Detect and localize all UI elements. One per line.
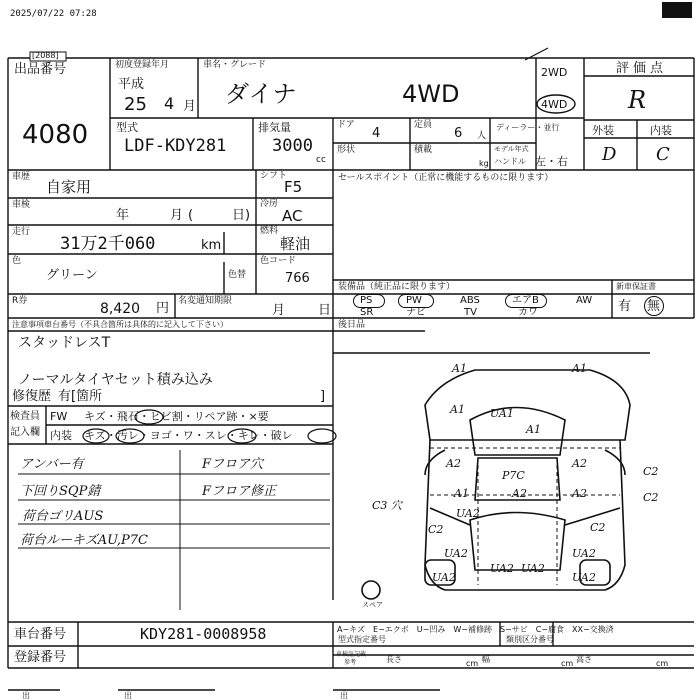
damage-mark: C2 bbox=[643, 465, 659, 478]
color-code: 766 bbox=[285, 271, 310, 286]
fuel-label: 燃料 bbox=[260, 226, 279, 236]
repair-close: ] bbox=[320, 389, 326, 404]
aircon-value: AC bbox=[282, 207, 303, 225]
inspector-row1: キズ・飛石・ヒビ割・リペア跡・×要 bbox=[84, 410, 269, 423]
lot-label: 出品番号 bbox=[14, 62, 67, 77]
width-cm: cm bbox=[561, 659, 574, 668]
inspection-label: 車検 bbox=[12, 200, 31, 210]
equipment-aw: AW bbox=[576, 295, 593, 306]
hw-left-4: 荷台ルーキズAU,P7C bbox=[20, 533, 148, 548]
footer-left: 出 bbox=[22, 691, 30, 700]
registration-label: 初度登録年月 bbox=[115, 60, 170, 70]
class-label: 類別区分番号 bbox=[506, 635, 554, 644]
aircon-label: 冷房 bbox=[260, 199, 279, 209]
equipment-navi: ナビ bbox=[406, 307, 426, 318]
doors-value: 4 bbox=[372, 126, 381, 141]
mileage-label: 走行 bbox=[12, 227, 31, 237]
damage-mark: UA2 bbox=[444, 547, 468, 560]
inspection-month-unit: 月 bbox=[170, 208, 184, 223]
inspection-year-unit: 年 bbox=[116, 208, 130, 223]
model-value: LDF-KDY281 bbox=[124, 136, 227, 156]
warranty-no: 無 bbox=[647, 299, 661, 314]
footer-right: 出 bbox=[340, 691, 348, 700]
chassis-value: KDY281-0008958 bbox=[140, 625, 267, 643]
damage-mark: A1 bbox=[450, 403, 465, 416]
damage-mark: A1 bbox=[572, 362, 587, 375]
load-unit: kg bbox=[479, 159, 489, 168]
height-cm: cm bbox=[656, 659, 669, 668]
warranty-label: 新車保証書 bbox=[616, 282, 656, 291]
inspector-row2: キズ・汚レ・ヨゴ・ワ・スレ・キレ・破レ bbox=[84, 429, 293, 442]
footer-mid: 出 bbox=[124, 691, 132, 700]
ref-label: 参考 bbox=[344, 659, 357, 666]
vehicle-grade: 4WD bbox=[402, 80, 460, 108]
registration-year: 25 bbox=[124, 94, 147, 115]
equipment-sr: SR bbox=[360, 307, 374, 318]
shape-label: 形状 bbox=[337, 145, 356, 155]
hw-left-3: 荷台ゴリAUS bbox=[22, 509, 104, 524]
exterior-score: D bbox=[602, 144, 617, 165]
length-cm: cm bbox=[466, 659, 479, 668]
damage-mark: A2 bbox=[512, 487, 527, 500]
inspection-day-unit: 日) bbox=[232, 208, 251, 223]
history-label: 車歴 bbox=[12, 172, 31, 182]
handle-label: ハンドル bbox=[494, 157, 526, 166]
displacement-value: 3000 bbox=[272, 136, 313, 156]
interior-score: C bbox=[656, 144, 670, 165]
drive-2wd: 2WD bbox=[541, 66, 568, 79]
cert-label: 車検証記載 bbox=[336, 651, 367, 658]
equipment-label: 装備品（純正品に限ります） bbox=[338, 282, 456, 292]
recycle-value: 8,420 bbox=[100, 301, 141, 317]
inspector-label1: 検査員 bbox=[10, 411, 40, 422]
exterior-label: 外装 bbox=[592, 124, 614, 137]
damage-mark: P7C bbox=[502, 469, 525, 482]
repair-label: 修復歴 bbox=[12, 389, 52, 404]
notice-month-unit: 月 bbox=[272, 303, 286, 318]
hw-right-2: Fフロア修正 bbox=[202, 484, 277, 499]
hw-left-1: アンバー有 bbox=[20, 457, 84, 472]
color-swap-label: 色替 bbox=[228, 270, 247, 280]
damage-mark: UA2 bbox=[572, 547, 596, 560]
dealer-label: ディーラー・並行 bbox=[496, 123, 560, 132]
damage-mark: UA2 bbox=[456, 507, 480, 520]
equipment-airbag: エアB bbox=[512, 295, 539, 306]
legend-text: A−キズ E−エクボ U−凹み W−補修跡 S−サビ C−腐食 XX−交換済 bbox=[337, 625, 614, 634]
mileage-unit: km bbox=[201, 238, 222, 253]
equipment-ps: PS bbox=[360, 295, 373, 306]
capacity-value: 6 bbox=[454, 126, 463, 141]
hw-left-2: 下回りSQP錆 bbox=[20, 484, 101, 499]
damage-mark: C2 bbox=[643, 491, 659, 504]
notice-label: 名変通知期限 bbox=[178, 296, 233, 306]
damage-mark: UA2 bbox=[490, 562, 514, 575]
load-label: 積載 bbox=[414, 145, 433, 155]
damage-mark: A1 bbox=[526, 423, 541, 436]
lot-code: [2088] bbox=[32, 51, 59, 60]
repair-value: 有[箇所 bbox=[58, 389, 103, 404]
recycle-label: R券 bbox=[12, 296, 28, 306]
shift-label: シフト bbox=[260, 171, 288, 181]
recycle-unit: 円 bbox=[156, 301, 170, 316]
doors-label: ドア bbox=[337, 120, 355, 130]
damage-mark: A2 bbox=[572, 487, 587, 500]
equipment-tv: TV bbox=[464, 307, 477, 318]
damage-mark: UA2 bbox=[572, 571, 596, 584]
damage-mark: UA2 bbox=[432, 571, 456, 584]
vehicle-name: ダイナ bbox=[225, 80, 297, 108]
timestamp: 2025/07/22 07:28 bbox=[10, 9, 97, 19]
damage-mark: A2 bbox=[572, 457, 587, 470]
inspection-paren: ( bbox=[188, 208, 194, 223]
color-value: グリーン bbox=[46, 268, 98, 283]
notes-label: 注意事項車台番号（不具合箇所は具体的に記入して下さい） bbox=[12, 320, 228, 329]
notice-day-unit: 日 bbox=[318, 303, 332, 318]
handle-options: 左・右 bbox=[535, 155, 568, 168]
model-year-label: モデル年式 bbox=[494, 145, 529, 153]
damage-mark: A2 bbox=[446, 457, 461, 470]
damage-mark: A1 bbox=[452, 362, 467, 375]
type-label: 型式指定番号 bbox=[338, 635, 386, 644]
notes-line2: ノーマルタイヤセット積み込み bbox=[18, 372, 213, 388]
width-label: 幅 bbox=[482, 655, 490, 664]
grade-eval-score: R bbox=[628, 86, 647, 114]
after-label: 後日品 bbox=[338, 320, 366, 330]
inspector-row2-head: 内装 bbox=[50, 429, 72, 442]
inspector-label2: 記入欄 bbox=[10, 427, 40, 438]
inspector-row1-head: FW bbox=[50, 410, 68, 423]
history-value: 自家用 bbox=[46, 178, 92, 196]
capacity-label: 定員 bbox=[414, 120, 433, 130]
damage-mark: C3 穴 bbox=[372, 499, 402, 512]
displacement-unit: cc bbox=[316, 155, 326, 165]
model-label: 型式 bbox=[116, 121, 138, 134]
mileage-value: 31万2千060 bbox=[60, 234, 156, 254]
damage-mark: UA2 bbox=[521, 562, 545, 575]
warranty-yes: 有 bbox=[618, 299, 632, 314]
equipment-leather: カワ bbox=[518, 307, 538, 318]
equipment-pw: PW bbox=[406, 295, 422, 306]
drive-4wd: 4WD bbox=[541, 98, 568, 111]
notes-line1: スタッドレスT bbox=[18, 335, 111, 351]
height-label: 高さ bbox=[576, 655, 592, 664]
shift-value: F5 bbox=[284, 178, 303, 196]
capacity-unit: 人 bbox=[477, 131, 487, 141]
damage-mark: C2 bbox=[428, 523, 444, 536]
damage-mark: A1 bbox=[454, 487, 469, 500]
damage-mark: C2 bbox=[590, 521, 606, 534]
registration-month-unit: 月 bbox=[183, 99, 197, 114]
lot-number: 4080 bbox=[22, 120, 89, 150]
registration-era: 平成 bbox=[118, 77, 145, 92]
damage-mark: UA1 bbox=[490, 407, 514, 420]
length-label: 長さ bbox=[386, 655, 402, 664]
registration-number-label: 登録番号 bbox=[14, 650, 67, 665]
equipment-abs: ABS bbox=[460, 295, 480, 306]
color-label: 色 bbox=[12, 256, 22, 266]
sales-point-label: セールスポイント（正常に機能するものに限ります） bbox=[338, 173, 554, 183]
grade-eval-label: 評価点 bbox=[616, 61, 668, 76]
fuel-value: 軽油 bbox=[280, 235, 311, 253]
hw-right-1: Fフロア穴 bbox=[202, 457, 264, 472]
chassis-label: 車台番号 bbox=[14, 627, 67, 642]
registration-month: 4 bbox=[164, 94, 175, 113]
interior-label: 内装 bbox=[650, 124, 672, 137]
displacement-label: 排気量 bbox=[258, 121, 291, 134]
spare-label: スペア bbox=[362, 601, 383, 609]
vehicle-name-label: 車名・グレード bbox=[203, 60, 267, 70]
color-code-label: 色コード bbox=[260, 256, 297, 266]
